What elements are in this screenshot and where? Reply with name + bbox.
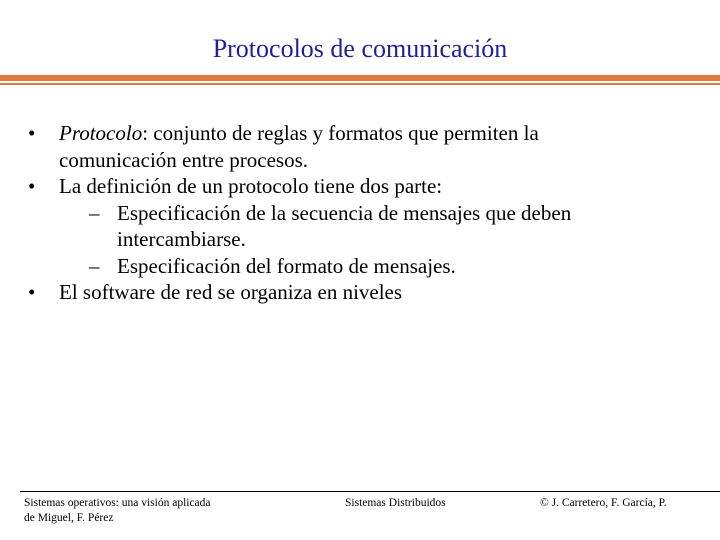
sub-item-text: Especificación del formato de mensajes. xyxy=(117,253,456,278)
footer-book-title: Sistemas operativos: una visión aplicada xyxy=(24,497,211,509)
bullet-text: : conjunto de reglas y formatos que permiten la xyxy=(142,121,539,145)
bullet-marker: • xyxy=(28,174,36,198)
footer-topic: Sistemas Distribuidos xyxy=(345,497,446,509)
footer-copyright: © J. Carretero, F. García, P. xyxy=(540,497,667,509)
bullet-marker: • xyxy=(28,280,36,304)
title-divider-thin xyxy=(0,83,720,85)
bullet-marker: • xyxy=(28,121,36,145)
bullet-text: La definición de un protocolo tiene dos parte: xyxy=(59,174,443,198)
dash-marker: – xyxy=(89,200,100,225)
sub-item-formato xyxy=(28,253,708,280)
footer-divider xyxy=(20,491,720,492)
sub-item-secuencia xyxy=(28,200,708,227)
title-divider-thick xyxy=(0,75,720,81)
sub-item-continuation: intercambiarse. xyxy=(117,227,246,251)
bullet-item-definicion xyxy=(28,173,708,200)
bullet-text: El software de red se organiza en niveles xyxy=(59,280,403,304)
bullet-item-protocolo xyxy=(28,120,708,147)
footer-book-credit xyxy=(24,496,211,526)
term-protocolo: Protocolo xyxy=(59,121,143,145)
bullet-item-software xyxy=(28,279,708,306)
bullet-continuation: comunicación entre procesos. xyxy=(59,147,308,172)
footer-book-authors: de Miguel, F. Pérez xyxy=(24,512,114,524)
slide-title: Protocolos de comunicación xyxy=(212,34,508,63)
sub-item-text: Especificación de la secuencia de mensajes que deben xyxy=(117,200,572,225)
dash-marker: – xyxy=(89,253,100,278)
slide-body xyxy=(28,120,708,306)
